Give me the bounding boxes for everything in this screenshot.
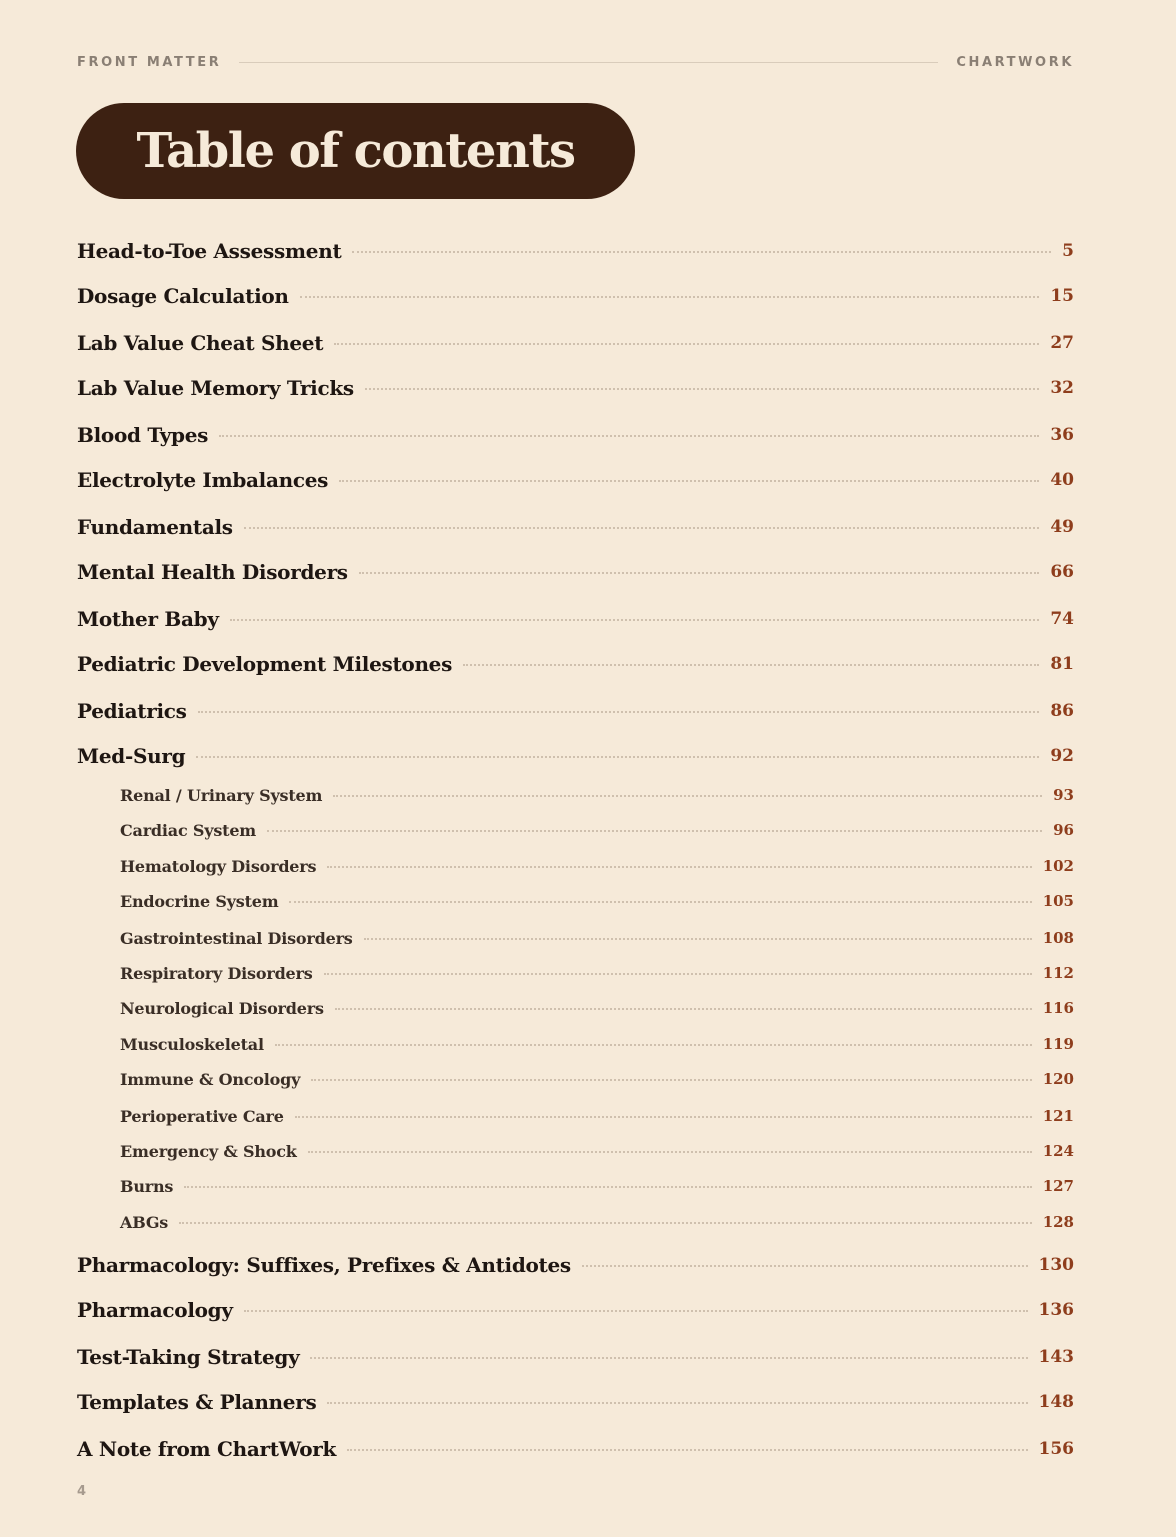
- toc-entry-label: Mental Health Disorders: [77, 560, 348, 584]
- dot-leader: [327, 866, 1031, 868]
- toc-entry-page: 92: [1050, 746, 1074, 766]
- toc-subentry[interactable]: [120, 888, 1074, 914]
- toc-entry-label: Lab Value Memory Tricks: [77, 376, 354, 400]
- dot-leader: [289, 901, 1031, 903]
- brand-label: CHARTWORK: [956, 54, 1074, 70]
- toc-subentry-page: 112: [1042, 964, 1074, 982]
- toc-entry-page: 27: [1050, 333, 1074, 353]
- toc-entry[interactable]: [77, 236, 1074, 266]
- toc-subentry-label: Respiratory Disorders: [120, 963, 313, 983]
- toc-subentry-page: 116: [1042, 999, 1074, 1017]
- dot-leader: [184, 1186, 1031, 1188]
- toc-subentry-label: Neurological Disorders: [120, 998, 324, 1018]
- toc-entry-page: 136: [1038, 1300, 1074, 1320]
- dot-leader: [335, 1008, 1032, 1010]
- dot-leader: [333, 795, 1042, 797]
- toc-entry-page: 66: [1050, 562, 1074, 582]
- toc-subentry[interactable]: [120, 995, 1074, 1021]
- dot-leader: [352, 251, 1051, 253]
- toc-subentry[interactable]: [120, 1138, 1074, 1164]
- toc-entry[interactable]: [77, 465, 1074, 495]
- toc-entry-label: Pediatric Development Milestones: [77, 652, 453, 676]
- toc-subentry-label: Musculoskeletal: [120, 1034, 264, 1054]
- toc-entry-label: Head-to-Toe Assessment: [77, 239, 342, 263]
- toc-subentry-page: 102: [1042, 857, 1074, 875]
- toc-subentry[interactable]: [120, 1031, 1074, 1057]
- toc-entry[interactable]: [77, 373, 1074, 403]
- toc-subentry-label: ABGs: [120, 1212, 169, 1232]
- toc-entry-page: 143: [1038, 1347, 1074, 1367]
- toc-subentry-page: 121: [1042, 1107, 1074, 1125]
- toc-entry-label: Blood Types: [77, 423, 209, 447]
- toc-subentry[interactable]: [120, 817, 1074, 843]
- toc-subentry[interactable]: [120, 782, 1074, 808]
- page-title: Table of contents: [136, 123, 575, 179]
- toc-entry-label: Electrolyte Imbalances: [77, 468, 329, 492]
- dot-leader: [310, 1357, 1027, 1359]
- toc-entry-page: 40: [1050, 470, 1074, 490]
- toc-entry-label: Pediatrics: [77, 699, 187, 723]
- toc-subentry[interactable]: [120, 1103, 1074, 1129]
- dot-leader: [365, 388, 1039, 390]
- toc-subentry-label: Emergency & Shock: [120, 1141, 297, 1161]
- toc-entry-page: 74: [1050, 609, 1074, 629]
- dot-leader: [463, 664, 1039, 666]
- toc-entry[interactable]: [77, 420, 1074, 450]
- toc-entry-label: Test-Taking Strategy: [77, 1345, 300, 1369]
- dot-leader: [196, 756, 1039, 758]
- dot-leader: [219, 435, 1039, 437]
- dot-leader: [339, 480, 1039, 482]
- toc-entry-page: 15: [1050, 286, 1074, 306]
- toc-entry[interactable]: [77, 1434, 1074, 1464]
- toc-subentry[interactable]: [120, 960, 1074, 986]
- toc-entry[interactable]: [77, 604, 1074, 634]
- toc-subentry[interactable]: [120, 853, 1074, 879]
- toc-subentry[interactable]: [120, 1173, 1074, 1199]
- toc-subentry-page: 105: [1042, 892, 1074, 910]
- dot-leader: [359, 572, 1040, 574]
- dot-leader: [244, 527, 1040, 529]
- dot-leader: [311, 1079, 1031, 1081]
- section-label: FRONT MATTER: [77, 54, 222, 70]
- toc-entry-page: 32: [1050, 378, 1074, 398]
- dot-leader: [300, 296, 1040, 298]
- dot-leader: [308, 1151, 1032, 1153]
- dot-leader: [179, 1222, 1032, 1224]
- toc-entry-label: Templates & Planners: [77, 1390, 317, 1414]
- toc-entry[interactable]: [77, 696, 1074, 726]
- toc-entry-page: 156: [1038, 1439, 1074, 1459]
- toc-subentry-label: Gastrointestinal Disorders: [120, 928, 353, 948]
- toc-subentry-page: 124: [1042, 1142, 1074, 1160]
- toc-entry-page: 5: [1062, 241, 1074, 261]
- toc-entry-page: 130: [1038, 1255, 1074, 1275]
- toc-subentry[interactable]: [120, 1209, 1074, 1235]
- toc-subentry[interactable]: [120, 925, 1074, 951]
- toc-subentry-page: 120: [1042, 1070, 1074, 1088]
- toc-entry[interactable]: [77, 1250, 1074, 1280]
- toc-entry-page: 81: [1050, 654, 1074, 674]
- toc-subentry-page: 96: [1053, 821, 1074, 839]
- toc-entry[interactable]: [77, 1342, 1074, 1372]
- dot-leader: [230, 619, 1040, 621]
- toc-subentry-label: Immune & Oncology: [120, 1069, 301, 1089]
- toc-entry-page: 36: [1050, 425, 1074, 445]
- toc-subentry-page: 119: [1042, 1035, 1074, 1053]
- toc-entry-label: Mother Baby: [77, 607, 219, 631]
- dot-leader: [347, 1449, 1027, 1451]
- toc-subentry-page: 108: [1042, 929, 1074, 947]
- toc-subentry[interactable]: [120, 1066, 1074, 1092]
- toc-entry[interactable]: [77, 1387, 1074, 1417]
- toc-subentry-page: 93: [1053, 786, 1074, 804]
- toc-entry-label: Med-Surg: [77, 744, 186, 768]
- dot-leader: [324, 973, 1032, 975]
- toc-entry[interactable]: [77, 741, 1074, 771]
- dot-leader: [334, 343, 1039, 345]
- toc-subentry-label: Cardiac System: [120, 820, 257, 840]
- dot-leader: [267, 830, 1042, 832]
- toc-entry-label: Dosage Calculation: [77, 284, 289, 308]
- toc-entry-page: 49: [1050, 517, 1074, 537]
- toc-subentry-label: Perioperative Care: [120, 1106, 284, 1126]
- dot-leader: [275, 1044, 1032, 1046]
- dot-leader: [198, 711, 1040, 713]
- toc-subentry-label: Renal / Urinary System: [120, 785, 323, 805]
- toc-subentry-label: Hematology Disorders: [120, 856, 317, 876]
- toc-subentry-label: Endocrine System: [120, 891, 279, 911]
- dot-leader: [364, 938, 1032, 940]
- dot-leader: [295, 1116, 1032, 1118]
- toc-entry-label: Pharmacology: Suffixes, Prefixes & Antidotes: [77, 1253, 571, 1277]
- toc-list: [77, 0, 1074, 1537]
- dot-leader: [582, 1265, 1028, 1267]
- dot-leader: [244, 1310, 1028, 1312]
- toc-subentry-label: Burns: [120, 1176, 174, 1196]
- toc-entry[interactable]: [77, 281, 1074, 311]
- toc-entry-label: Lab Value Cheat Sheet: [77, 331, 324, 355]
- toc-entry[interactable]: [77, 557, 1074, 587]
- toc-subentry-page: 127: [1042, 1177, 1074, 1195]
- toc-entry-label: Pharmacology: [77, 1298, 233, 1322]
- toc-entry[interactable]: [77, 328, 1074, 358]
- toc-entry[interactable]: [77, 512, 1074, 542]
- toc-subentry-page: 128: [1042, 1213, 1074, 1231]
- toc-entry-page: 148: [1038, 1392, 1074, 1412]
- toc-entry[interactable]: [77, 1295, 1074, 1325]
- toc-entry-label: Fundamentals: [77, 515, 233, 539]
- toc-entry-page: 86: [1050, 701, 1074, 721]
- dot-leader: [327, 1402, 1027, 1404]
- toc-entry[interactable]: [77, 649, 1074, 679]
- toc-entry-label: A Note from ChartWork: [77, 1437, 337, 1461]
- page-number: 4: [77, 1484, 87, 1499]
